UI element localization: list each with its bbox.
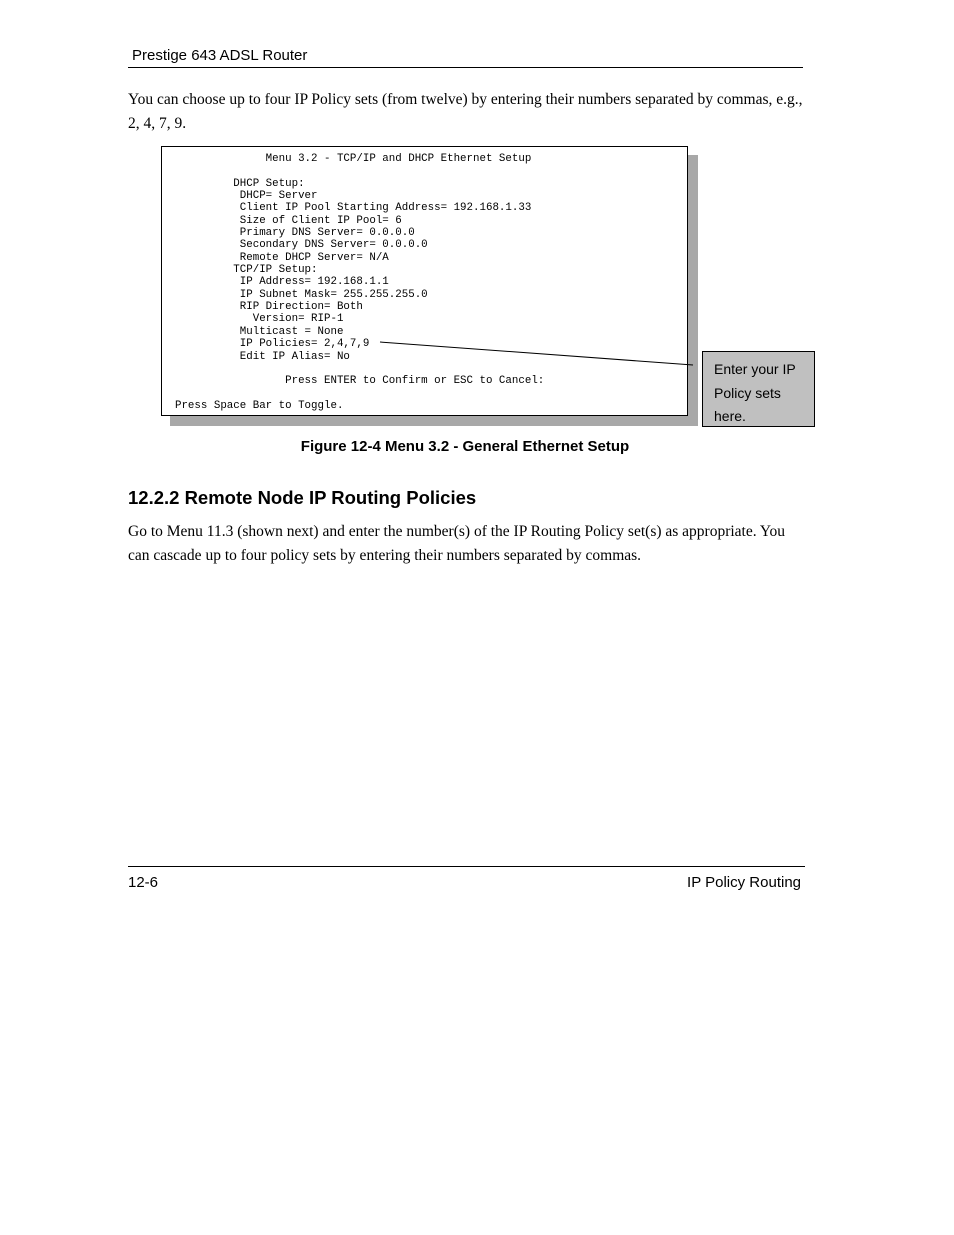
section-body-paragraph: Go to Menu 11.3 (shown next) and enter the number(s) of the IP Routing Policy set(s) as appropriate. You can cascade up to four policy sets by entering their numbers separated by commas. xyxy=(128,523,786,564)
footer-divider xyxy=(128,866,805,867)
terminal-line: Secondary DNS Server= 0.0.0.0 xyxy=(162,239,428,252)
figure-caption: Figure 12-4 Menu 3.2 - General Ethernet Setup xyxy=(300,438,630,455)
terminal-line: IP Subnet Mask= 255.255.255.0 xyxy=(162,288,428,301)
terminal-line: DHCP Setup: xyxy=(162,177,305,190)
terminal-line: IP Address= 192.168.1.1 xyxy=(162,276,389,289)
terminal-line: RIP Direction= Both xyxy=(162,301,363,314)
running-header-title: Prestige 643 ADSL Router xyxy=(132,47,308,64)
callout-text: Enter your IP Policy sets here. xyxy=(714,361,796,424)
terminal-menu-text xyxy=(162,153,544,412)
terminal-line: Press Space Bar to Toggle. xyxy=(162,399,344,412)
terminal-line: Multicast = None xyxy=(162,325,344,338)
terminal-line: IP Policies= 2,4,7,9 xyxy=(162,338,370,351)
terminal-screen xyxy=(161,146,688,416)
section-heading: 12.2.2 Remote Node IP Routing Policies xyxy=(128,487,477,508)
terminal-line: Press ENTER to Confirm or ESC to Cancel: xyxy=(162,375,545,388)
terminal-line: DHCP= Server xyxy=(162,190,318,203)
callout-box xyxy=(702,351,815,427)
terminal-line: TCP/IP Setup: xyxy=(162,264,318,277)
terminal-line: Size of Client IP Pool= 6 xyxy=(162,214,402,227)
terminal-line: Edit IP Alias= No xyxy=(162,350,350,363)
terminal-line: Remote DHCP Server= N/A xyxy=(162,251,389,264)
terminal-line: Version= RIP-1 xyxy=(162,313,344,326)
terminal-line: Primary DNS Server= 0.0.0.0 xyxy=(162,227,415,240)
header-divider xyxy=(128,67,803,68)
intro-paragraph: You can choose up to four IP Policy sets (from twelve) by entering their numbers separated by commas, e.g., 2, 4, 7, 9. xyxy=(128,91,803,132)
footer-page-number: 12-6 xyxy=(128,874,159,891)
terminal-line: Client IP Pool Starting Address= 192.168.1.33 xyxy=(162,202,532,215)
terminal-line: Menu 3.2 - TCP/IP and DHCP Ethernet Setup xyxy=(162,153,532,165)
footer-chapter-title: IP Policy Routing xyxy=(687,874,801,891)
